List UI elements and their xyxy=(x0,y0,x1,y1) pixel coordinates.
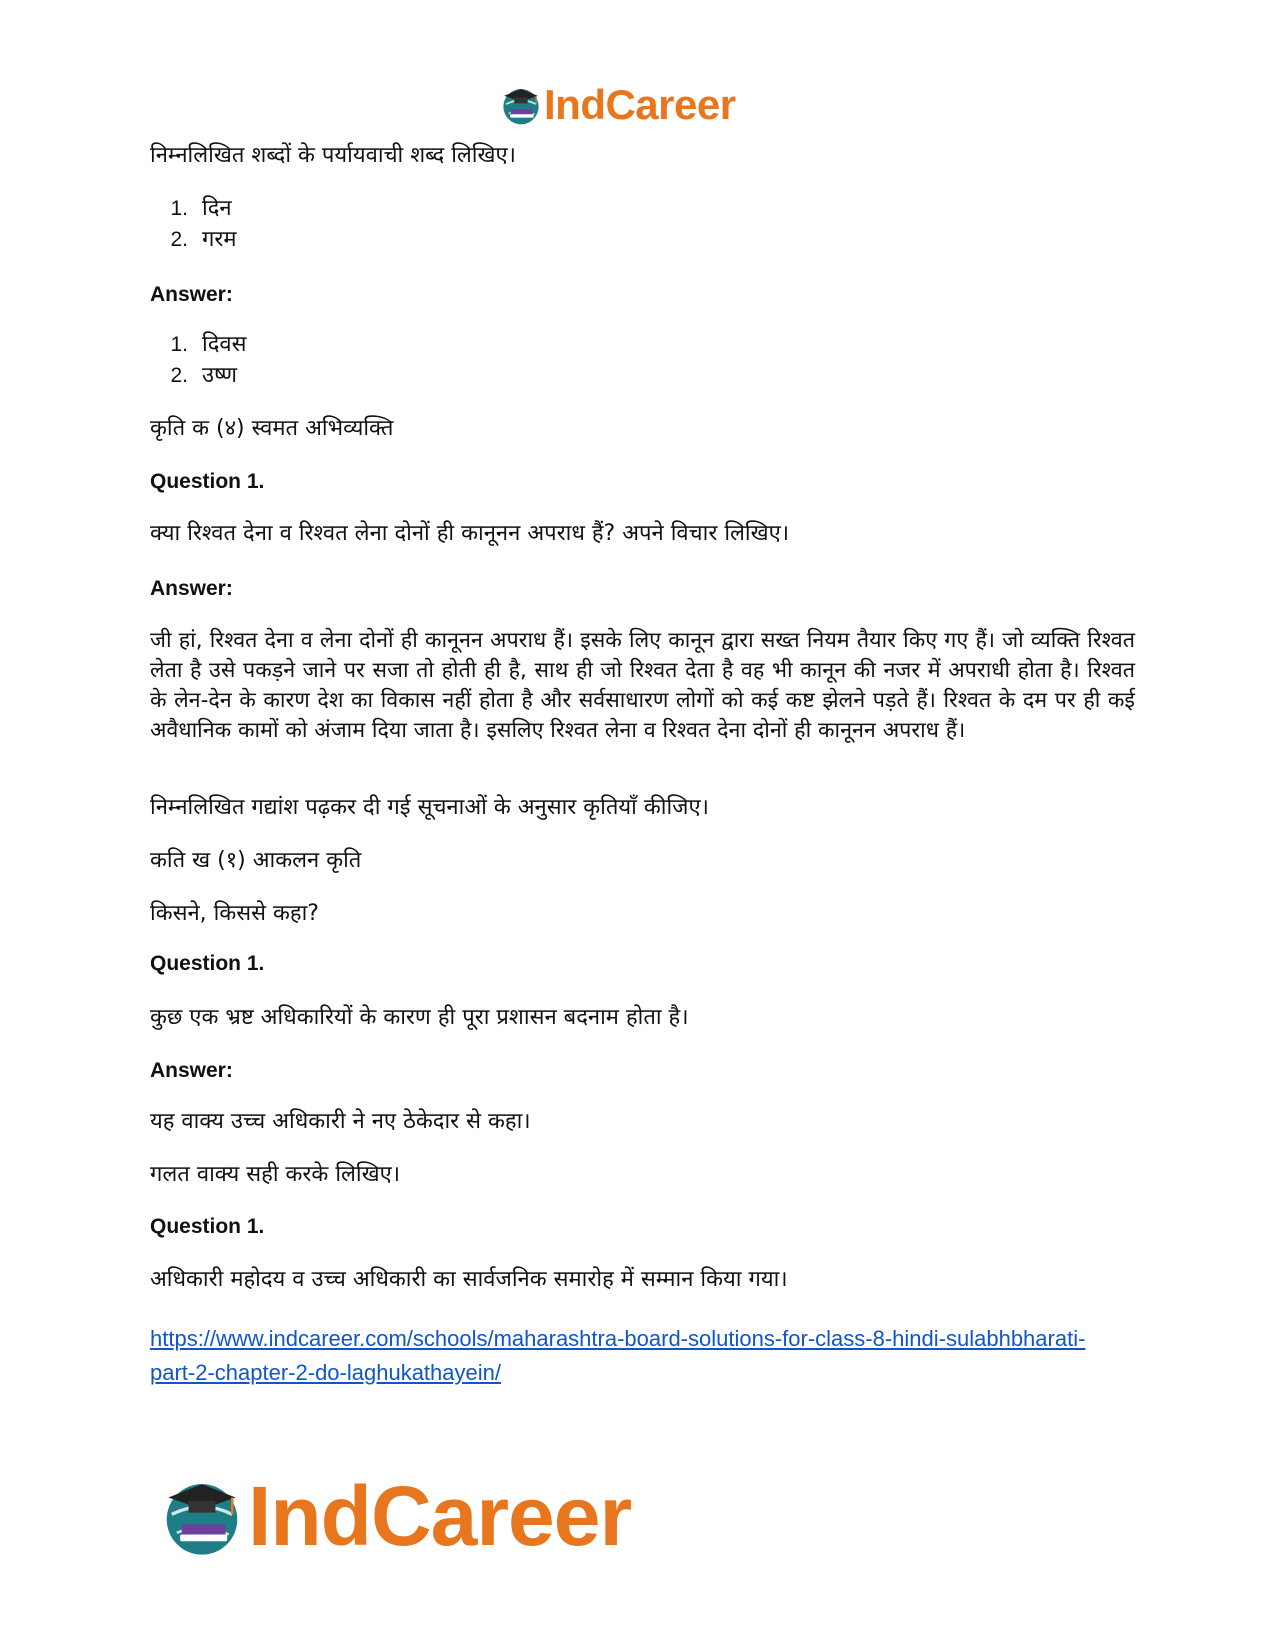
list-item-text: दिन xyxy=(202,196,232,221)
list-item xyxy=(150,193,237,224)
list-number: 1. xyxy=(170,197,188,220)
instruction-passage: निम्नलिखित गद्यांश पढ़कर दी गई सूचनाओं के अनुसार कृतियाँ कीजिए। xyxy=(150,795,709,820)
sub-instruction: किसने, किससे कहा? xyxy=(150,901,319,926)
list-number: 2. xyxy=(170,364,188,387)
question-text: अधिकारी महोदय व उच्च अधिकारी का सार्वजनिक समारोह में सम्मान किया गया। xyxy=(150,1267,788,1292)
synonym-answer-list xyxy=(150,329,246,391)
question-label: Question 1. xyxy=(150,1215,265,1238)
answer-text: यह वाक्य उच्च अधिकारी ने नए ठेकेदार से कहा। xyxy=(150,1109,531,1134)
graduation-cap-book-globe-icon xyxy=(500,84,542,126)
source-link[interactable] xyxy=(150,1322,1135,1390)
section-heading: कति ख (१) आकलन कृति xyxy=(150,848,362,873)
question-label: Question 1. xyxy=(150,952,265,975)
question-text: कुछ एक भ्रष्ट अधिकारियों के कारण ही पूरा प्रशासन बदनाम होता है। xyxy=(150,1005,689,1030)
source-link-line[interactable]: https://www.indcareer.com/schools/maharashtra-board-solutions-for-class-8-hindi-sulabhbharati- xyxy=(150,1326,1086,1351)
question-label: Question 1. xyxy=(150,470,265,493)
list-item-text: गरम xyxy=(202,227,237,252)
list-item-text: दिवस xyxy=(202,332,247,357)
answer-label: Answer: xyxy=(150,283,233,306)
section-heading: कृति क (४) स्वमत अभिव्यक्ति xyxy=(150,416,394,441)
list-item xyxy=(150,329,246,360)
list-item xyxy=(150,360,246,391)
list-item-text: उष्ण xyxy=(202,363,238,388)
list-number: 2. xyxy=(170,228,188,251)
answer-paragraph: जी हां, रिश्वत देना व लेना दोनों ही कानूनन अपराध हैं। इसके लिए कानून द्वारा सख्त नियम तैयार किए गए हैं। जो व्यक्ति रिश्वत लेता है उसे पकड़ने जाने पर सजा तो होती ही है, साथ ही जो रिश्वत देता है वह भी कानून की नजर में अपराधी होता है। रिश्वत के लेन-देन के कारण देश का विकास नहीं होता है और सर्वसाधारण लोगों को कई कष्ट झेलने पड़ते हैं। रिश्वत के दम पर ही कई अवैधानिक कामों को अंजाम दिया जाता है। इसलिए रिश्वत लेना व रिश्वत देना दोनों ही कानूनन अपराध हैं। xyxy=(150,628,1135,743)
answer-label: Answer: xyxy=(150,577,233,600)
footer-logo xyxy=(160,1466,631,1566)
question-text: क्या रिश्वत देना व रिश्वत लेना दोनों ही कानूनन अपराध हैं? अपने विचार लिखिए। xyxy=(150,521,790,546)
list-item xyxy=(150,224,237,255)
list-number: 1. xyxy=(170,333,188,356)
synonym-question-list xyxy=(150,193,237,255)
graduation-cap-book-globe-icon xyxy=(160,1474,244,1558)
instruction-synonyms: निम्नलिखित शब्दों के पर्यायवाची शब्द लिखिए। xyxy=(150,143,517,168)
header-logo xyxy=(500,78,736,132)
brand-logo-text: IndCareer xyxy=(544,81,736,128)
answer-label: Answer: xyxy=(150,1059,233,1082)
brand-logo-text: IndCareer xyxy=(248,1469,632,1563)
source-link-line[interactable]: part-2-chapter-2-do-laghukathayein/ xyxy=(150,1360,501,1385)
instruction-correct: गलत वाक्य सही करके लिखिए। xyxy=(150,1162,401,1187)
